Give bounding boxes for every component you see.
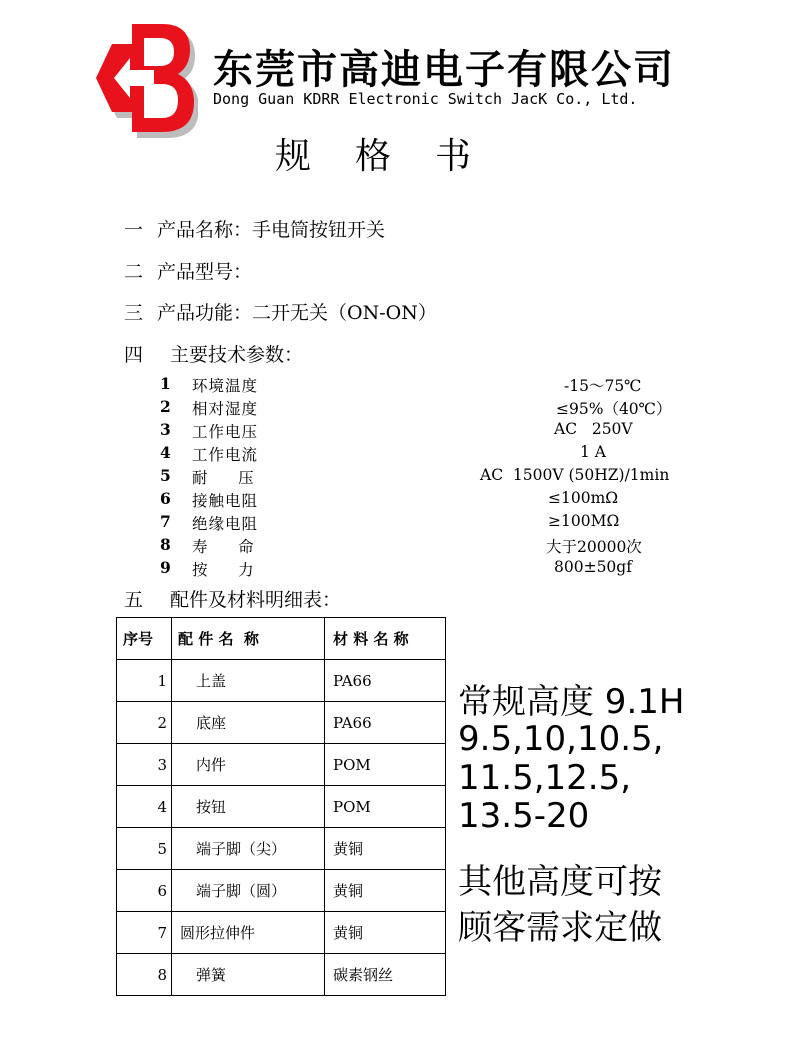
param-name: 工作电压 bbox=[192, 423, 259, 441]
cell-no: 8 bbox=[117, 954, 172, 996]
table-row bbox=[117, 702, 446, 744]
param-number: 4 bbox=[160, 443, 171, 462]
section-number: 二 bbox=[124, 261, 144, 283]
param-row bbox=[160, 466, 700, 488]
cell-no: 5 bbox=[117, 828, 172, 870]
table-row bbox=[117, 954, 446, 996]
param-number: 5 bbox=[160, 466, 171, 485]
section-parts-list bbox=[124, 585, 341, 612]
section-product-name bbox=[124, 215, 385, 242]
table-row bbox=[117, 744, 446, 786]
cell-no: 1 bbox=[117, 660, 172, 702]
param-number: 1 bbox=[160, 374, 171, 393]
header-cell: 配 件 名 称 bbox=[172, 618, 325, 660]
param-name: 按 力 bbox=[192, 561, 255, 579]
note-line: 9.5,10,10.5, bbox=[458, 719, 664, 759]
param-name: 接触电阻 bbox=[192, 492, 259, 510]
cell-no: 7 bbox=[117, 912, 172, 954]
cell-material: 黄铜 bbox=[325, 828, 446, 870]
note-line: 11.5,12.5, bbox=[458, 758, 632, 798]
document-title: 规格书 bbox=[275, 136, 516, 177]
param-row bbox=[160, 374, 700, 396]
cell-part: 端子脚（圆） bbox=[172, 870, 325, 912]
param-value: AC 1500V (50HZ)/1min bbox=[480, 466, 670, 484]
cell-part: 端子脚（尖） bbox=[172, 828, 325, 870]
param-row bbox=[160, 512, 700, 534]
table-row bbox=[117, 912, 446, 954]
section-label: 配件及材料明细表： bbox=[170, 589, 342, 611]
section-product-model bbox=[124, 257, 252, 284]
param-name: 绝缘电阻 bbox=[192, 515, 259, 533]
section-product-function bbox=[124, 298, 437, 325]
section-label: 产品型号： bbox=[157, 261, 253, 283]
param-row bbox=[160, 558, 700, 580]
param-name: 耐 压 bbox=[192, 469, 255, 487]
section-label: 主要技术参数： bbox=[170, 344, 304, 366]
cell-no: 4 bbox=[117, 786, 172, 828]
cell-material: 黄铜 bbox=[325, 870, 446, 912]
note-line: 其他高度可按 bbox=[458, 862, 662, 902]
param-value: 800±50gf bbox=[554, 558, 632, 576]
param-number: 2 bbox=[160, 397, 171, 416]
table-header-row bbox=[117, 618, 446, 660]
note-line: 顾客需求定做 bbox=[458, 908, 662, 948]
table-row bbox=[117, 786, 446, 828]
param-row bbox=[160, 535, 700, 557]
param-value: ≥100MΩ bbox=[548, 512, 620, 530]
cell-material: POM bbox=[325, 786, 446, 828]
section-number: 四 bbox=[124, 344, 144, 366]
param-number: 7 bbox=[160, 512, 171, 531]
cell-part: 内件 bbox=[172, 744, 325, 786]
section-label: 产品名称：手电筒按钮开关 bbox=[157, 219, 386, 241]
cell-part: 圆形拉伸件 bbox=[172, 912, 325, 954]
cell-no: 6 bbox=[117, 870, 172, 912]
param-value: 大于20000次 bbox=[546, 538, 642, 556]
cell-no: 3 bbox=[117, 744, 172, 786]
param-name: 相对湿度 bbox=[192, 400, 259, 418]
cell-part: 上盖 bbox=[172, 660, 325, 702]
parts-table bbox=[116, 617, 446, 996]
param-number: 9 bbox=[160, 558, 171, 577]
cell-material: 黄铜 bbox=[325, 912, 446, 954]
section-number: 五 bbox=[124, 589, 144, 611]
param-name: 工作电流 bbox=[192, 446, 259, 464]
cell-part: 按钮 bbox=[172, 786, 325, 828]
param-value: -15～75℃ bbox=[564, 377, 642, 395]
section-label: 产品功能：二开无关（ON-ON） bbox=[157, 302, 437, 324]
param-number: 6 bbox=[160, 489, 171, 508]
cell-material: PA66 bbox=[325, 660, 446, 702]
param-row bbox=[160, 420, 700, 442]
cell-part: 弹簧 bbox=[172, 954, 325, 996]
param-value: 1 A bbox=[580, 443, 606, 461]
section-number: 三 bbox=[124, 302, 144, 324]
company-name-en: Dong Guan KDRR Electronic Switch JacK Co., Ltd. bbox=[213, 90, 638, 108]
table-row bbox=[117, 660, 446, 702]
param-row bbox=[160, 397, 700, 419]
note-line: 常规高度 9.1H bbox=[458, 682, 685, 722]
table-row bbox=[117, 828, 446, 870]
cell-material: POM bbox=[325, 744, 446, 786]
param-row bbox=[160, 489, 700, 511]
header-cell: 材 料 名 称 bbox=[325, 618, 446, 660]
note-line: 13.5-20 bbox=[458, 796, 590, 836]
section-number: 一 bbox=[124, 219, 144, 241]
table-row bbox=[117, 870, 446, 912]
param-value: ≤95%（40℃） bbox=[556, 400, 672, 418]
param-value: ≤100mΩ bbox=[548, 489, 619, 507]
header-cell: 序号 bbox=[117, 618, 172, 660]
param-number: 8 bbox=[160, 535, 171, 554]
company-name-cn: 东莞市高迪电子有限公司 bbox=[213, 47, 675, 93]
cell-no: 2 bbox=[117, 702, 172, 744]
cell-material: 碳素钢丝 bbox=[325, 954, 446, 996]
param-row bbox=[160, 443, 700, 465]
section-tech-params bbox=[124, 340, 303, 367]
param-value: AC 250V bbox=[554, 420, 633, 438]
param-number: 3 bbox=[160, 420, 171, 439]
company-logo bbox=[88, 14, 198, 138]
cell-part: 底座 bbox=[172, 702, 325, 744]
cell-material: PA66 bbox=[325, 702, 446, 744]
param-name: 环境温度 bbox=[192, 377, 259, 395]
param-name: 寿 命 bbox=[192, 538, 255, 556]
